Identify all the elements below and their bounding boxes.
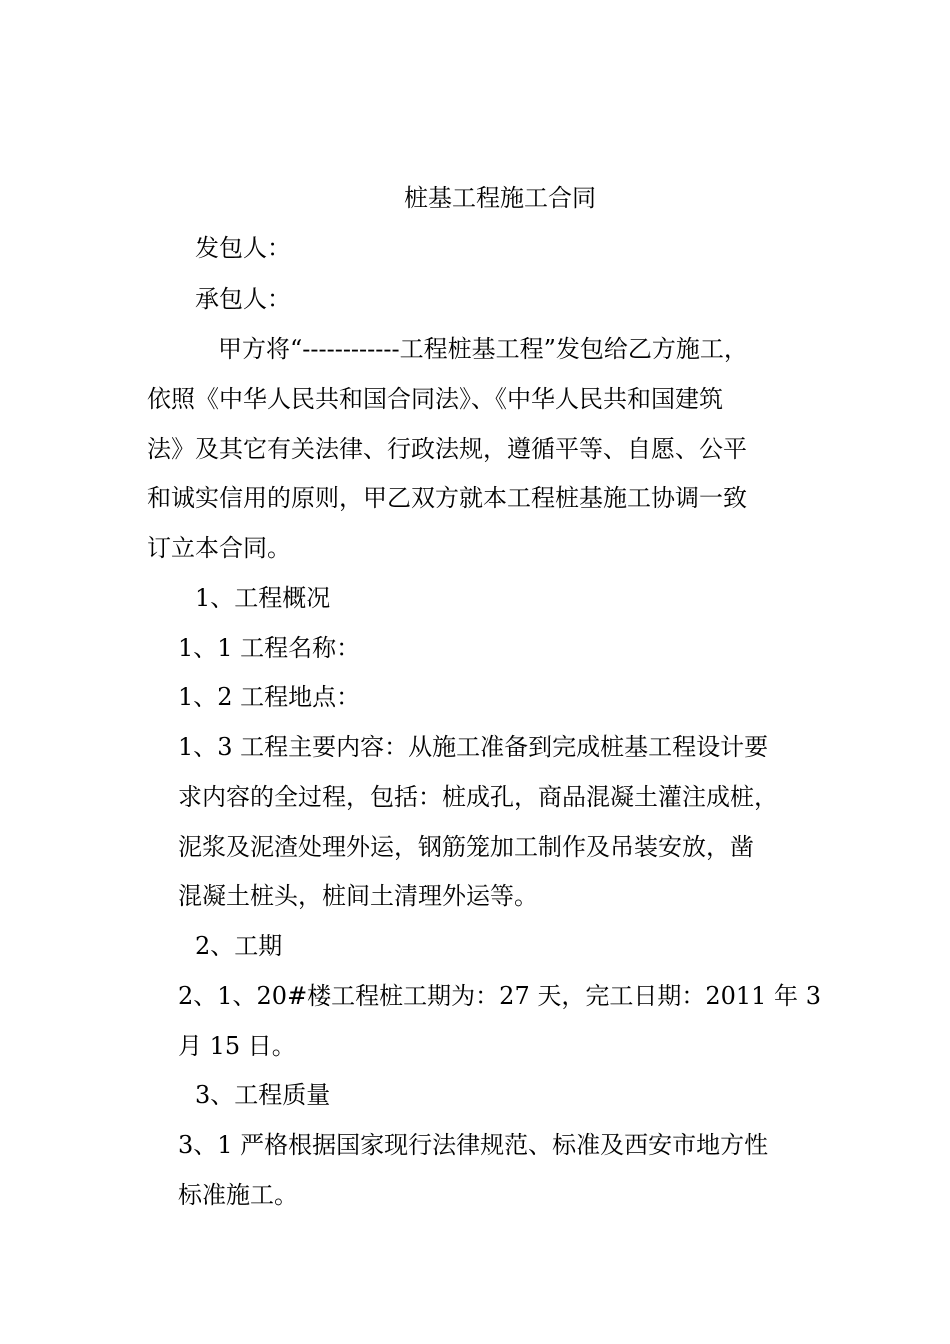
section-1-item-3-line: 混凝土桩头，桩间土清理外运等。: [178, 882, 538, 910]
section-1-item-3-line: 1、3 工程主要内容：从施工准备到完成桩基工程设计要: [178, 733, 769, 761]
section-2-item-1-line: 月 15 日。: [178, 1032, 296, 1060]
section-1-heading: 1、工程概况: [195, 584, 331, 612]
section-3-item-1-line: 3、1 严格根据国家现行法律规范、标准及西安市地方性: [178, 1131, 769, 1159]
section-2-heading: 2、工期: [195, 932, 283, 960]
intro-line: 订立本合同。: [147, 534, 291, 562]
intro-line: 和诚实信用的原则，甲乙双方就本工程桩基施工协调一致: [147, 484, 747, 512]
party-a-label: 发包人：: [195, 234, 291, 262]
section-3-heading: 3、工程质量: [195, 1081, 331, 1109]
intro-line: 甲方将“------------工程桩基工程”发包给乙方施工，: [218, 335, 748, 363]
intro-line: 法》及其它有关法律、行政法规，遵循平等、自愿、公平: [147, 435, 747, 463]
section-1-item-3-line: 泥浆及泥渣处理外运，钢筋笼加工制作及吊装安放，凿: [178, 833, 754, 861]
section-1-item-1: 1、1 工程名称：: [178, 634, 361, 662]
section-2-item-1-line: 2、1、20#楼工程桩工期为：27 天，完工日期：2011 年 3: [178, 982, 821, 1010]
party-b-label: 承包人：: [195, 285, 291, 313]
section-3-item-1-line: 标准施工。: [178, 1181, 298, 1209]
document-title: 桩基工程施工合同: [404, 184, 596, 212]
intro-line: 依照《中华人民共和国合同法》、《中华人民共和国建筑: [147, 385, 723, 413]
section-1-item-3-line: 求内容的全过程，包括：桩成孔，商品混凝土灌注成桩，: [178, 783, 778, 811]
section-1-item-2: 1、2 工程地点：: [178, 683, 361, 711]
